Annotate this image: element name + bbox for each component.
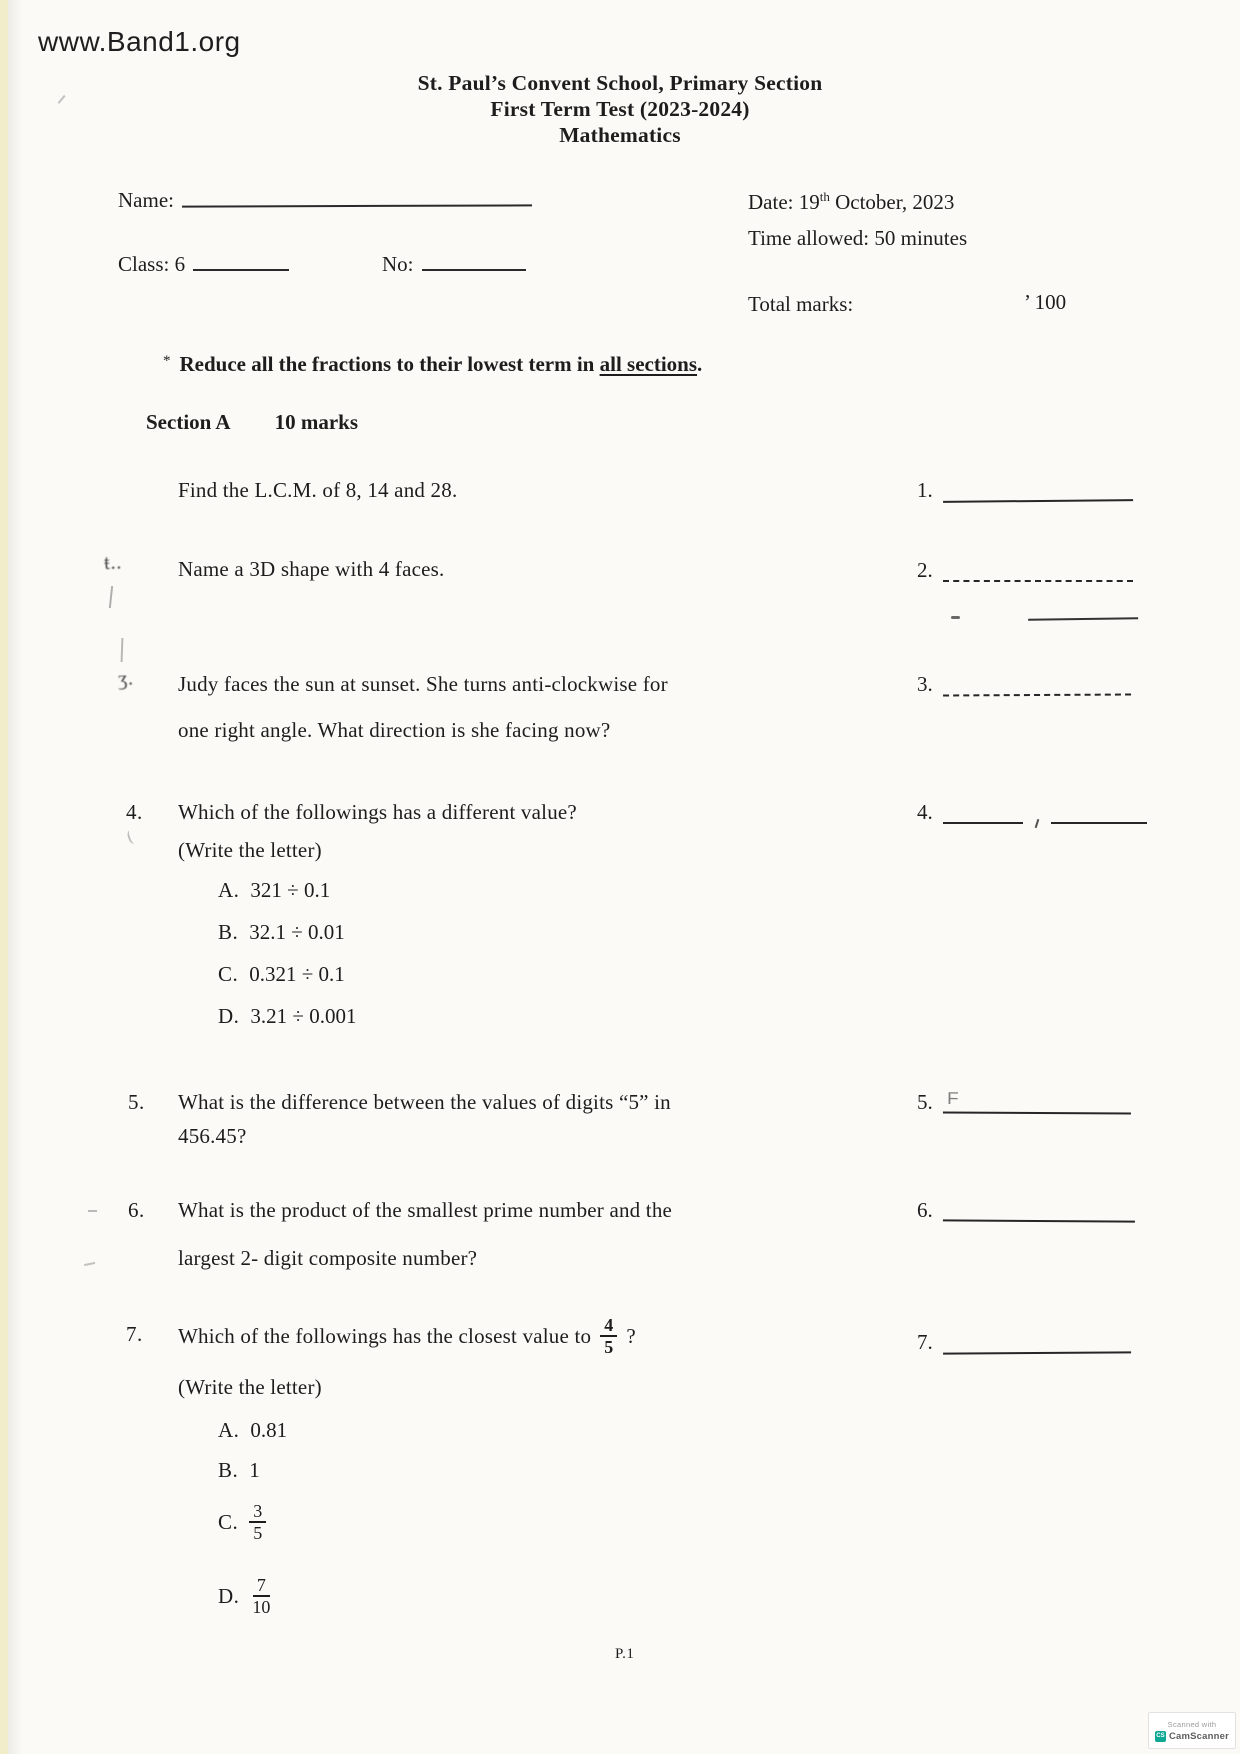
no-field bbox=[382, 252, 526, 277]
scan-artifact bbox=[109, 586, 113, 608]
instruction-text: Reduce all the fractions to their lowest term in bbox=[179, 352, 600, 376]
camscanner-watermark bbox=[1148, 1712, 1236, 1749]
q7-option-b bbox=[218, 1458, 260, 1483]
question-6-text-line-2: largest 2- digit composite number? bbox=[178, 1246, 478, 1270]
question-2-text: Name a 3D shape with 4 faces. bbox=[178, 557, 445, 581]
q7-option-b-text: 1 bbox=[249, 1458, 260, 1482]
school-name: St. Paul’s Convent School, Primary Section bbox=[417, 71, 823, 95]
no-blank-line bbox=[422, 253, 526, 271]
name-label: Name: bbox=[118, 188, 174, 212]
scan-artifact bbox=[88, 1210, 97, 1212]
question-7-number: 7. bbox=[126, 1322, 143, 1346]
class-field bbox=[118, 252, 289, 277]
class-blank-line bbox=[193, 253, 289, 271]
question-5-text-line-2: 456.45? bbox=[178, 1124, 247, 1148]
stray-pencil-mark: F bbox=[946, 1089, 958, 1109]
question-3-text-line-2: one right angle. What direction is she facing now? bbox=[178, 718, 611, 742]
answer-line-4-segment-2 bbox=[1051, 804, 1147, 824]
no-label: No: bbox=[382, 252, 414, 276]
section-heading bbox=[146, 410, 358, 435]
date-ordinal: th bbox=[819, 189, 830, 204]
q7-text-before-fraction: Which of the followings has the closest value to bbox=[178, 1323, 592, 1348]
page-number: P.1 bbox=[615, 1646, 635, 1662]
q4-option-d bbox=[218, 1004, 356, 1029]
q4-option-c-text: 0.321 ÷ 0.1 bbox=[249, 962, 345, 986]
instruction-line bbox=[163, 352, 702, 377]
answer-field-6 bbox=[917, 1198, 1135, 1222]
q4-option-c bbox=[218, 962, 345, 987]
q7-option-a-label: A. bbox=[218, 1418, 240, 1442]
fraction-numerator: 4 bbox=[600, 1315, 617, 1337]
answer-line-6 bbox=[943, 1201, 1135, 1222]
q7-option-d-label: D. bbox=[218, 1583, 240, 1608]
answer-number-4: 4. bbox=[917, 800, 933, 824]
question-4-text-line-1: Which of the followings has a different value? bbox=[178, 800, 577, 824]
answer-number-1: 1. bbox=[917, 478, 933, 502]
answer-number-6: 6. bbox=[917, 1198, 933, 1222]
answer-field-3 bbox=[917, 672, 1131, 696]
answer-line-2 bbox=[943, 562, 1133, 582]
fraction-three-fifths bbox=[249, 1501, 266, 1543]
question-1-text: Find the L.C.M. of 8, 14 and 28. bbox=[178, 478, 458, 502]
q4-option-a-text: 321 ÷ 0.1 bbox=[250, 878, 331, 902]
fraction-denominator: 10 bbox=[252, 1597, 271, 1617]
question-3-text-line-1: Judy faces the sun at sunset. She turns anti-clockwise for bbox=[178, 672, 668, 696]
q7-option-b-label: B. bbox=[218, 1458, 239, 1482]
answer-field-4 bbox=[917, 800, 1147, 824]
instruction-period: . bbox=[697, 352, 703, 376]
fraction-seven-tenths bbox=[250, 1575, 272, 1617]
q4-option-b bbox=[218, 920, 345, 945]
question-6-text-line-1: What is the product of the smallest prime number and the bbox=[178, 1198, 673, 1222]
q4-option-a bbox=[218, 878, 330, 903]
asterisk-mark: * bbox=[163, 353, 171, 369]
scan-artifact bbox=[126, 829, 138, 845]
q7-text-after-fraction: ? bbox=[626, 1323, 636, 1348]
answer-field-7 bbox=[917, 1330, 1131, 1354]
date-text: Date: 19 bbox=[748, 190, 820, 214]
total-marks-value: ’ 100 bbox=[1024, 290, 1067, 314]
scan-edge-shadow bbox=[8, 0, 22, 1754]
scan-edge-artifact bbox=[0, 0, 8, 1754]
q7-option-c-label: C. bbox=[218, 1509, 239, 1534]
section-marks: 10 marks bbox=[274, 410, 359, 434]
answer-line-7 bbox=[943, 1333, 1131, 1354]
answer-field-5 bbox=[917, 1090, 1131, 1114]
q7-option-d bbox=[218, 1570, 272, 1622]
q4-option-b-text: 32.1 ÷ 0.01 bbox=[249, 920, 345, 944]
answer-number-5: 5. bbox=[917, 1090, 933, 1114]
scan-artifact bbox=[121, 638, 124, 662]
site-watermark: www.Band1.org bbox=[38, 26, 241, 57]
q4-option-a-label: A. bbox=[218, 878, 240, 902]
name-field bbox=[118, 188, 532, 213]
question-2-number: ŧ.. bbox=[103, 549, 123, 575]
date-text-rest: October, 2023 bbox=[829, 190, 955, 214]
fraction-numerator: 3 bbox=[249, 1501, 266, 1523]
fraction-denominator: 5 bbox=[253, 1523, 263, 1543]
subject-title: Mathematics bbox=[559, 123, 681, 147]
question-4-text-line-2: (Write the letter) bbox=[178, 838, 322, 862]
fraction-denominator: 5 bbox=[604, 1337, 614, 1357]
question-6-number: 6. bbox=[128, 1198, 145, 1222]
answer-number-3: 3. bbox=[917, 672, 933, 696]
answer-number-2: 2. bbox=[917, 558, 933, 582]
scan-artifact bbox=[84, 1261, 95, 1266]
stray-mark-artifact bbox=[951, 616, 960, 619]
answer-field-2 bbox=[917, 558, 1133, 582]
q4-option-d-label: D. bbox=[218, 1004, 240, 1028]
answer-line-3 bbox=[943, 676, 1131, 697]
paper-header bbox=[0, 70, 1240, 148]
fraction-four-fifths bbox=[600, 1315, 617, 1357]
q7-option-a-text: 0.81 bbox=[250, 1418, 288, 1442]
question-4-number: 4. bbox=[126, 800, 143, 824]
date-line bbox=[748, 190, 954, 215]
instruction-underlined-text: all sections bbox=[599, 352, 698, 376]
name-blank-line bbox=[182, 188, 532, 207]
q4-option-b-label: B. bbox=[218, 920, 239, 944]
stray-line-artifact bbox=[1028, 599, 1138, 621]
q4-option-c-label: C. bbox=[218, 962, 239, 986]
q7-option-c bbox=[218, 1496, 266, 1548]
fraction-numerator: 7 bbox=[253, 1575, 270, 1597]
class-label: Class: 6 bbox=[118, 252, 186, 276]
question-5-text-line-1: What is the difference between the values of digits “5” in bbox=[178, 1090, 671, 1114]
question-5-number: 5. bbox=[128, 1090, 145, 1114]
time-allowed-line: Time allowed: 50 minutes bbox=[748, 226, 968, 250]
total-marks-label: Total marks: bbox=[748, 292, 854, 316]
camscanner-icon: CS bbox=[1155, 1731, 1166, 1742]
question-7-text-line-2: (Write the letter) bbox=[178, 1375, 322, 1399]
camscanner-caption: Scanned with bbox=[1167, 1719, 1217, 1729]
test-title: First Term Test (2023-2024) bbox=[490, 97, 750, 121]
answer-line-4-segment-1 bbox=[943, 804, 1023, 824]
answer-number-7: 7. bbox=[917, 1330, 933, 1354]
q7-option-a bbox=[218, 1418, 287, 1443]
question-3-number: ʒ. bbox=[117, 665, 134, 691]
section-title: Section A bbox=[146, 410, 231, 434]
answer-line-5 bbox=[943, 1089, 1131, 1115]
stray-comma-artifact bbox=[1034, 819, 1039, 828]
question-7-text-line-1 bbox=[178, 1310, 636, 1362]
q4-option-d-text: 3.21 ÷ 0.001 bbox=[250, 1004, 357, 1028]
camscanner-brand: CamScanner bbox=[1168, 1730, 1230, 1742]
answer-field-1 bbox=[917, 478, 1133, 502]
answer-line-1 bbox=[943, 481, 1133, 503]
